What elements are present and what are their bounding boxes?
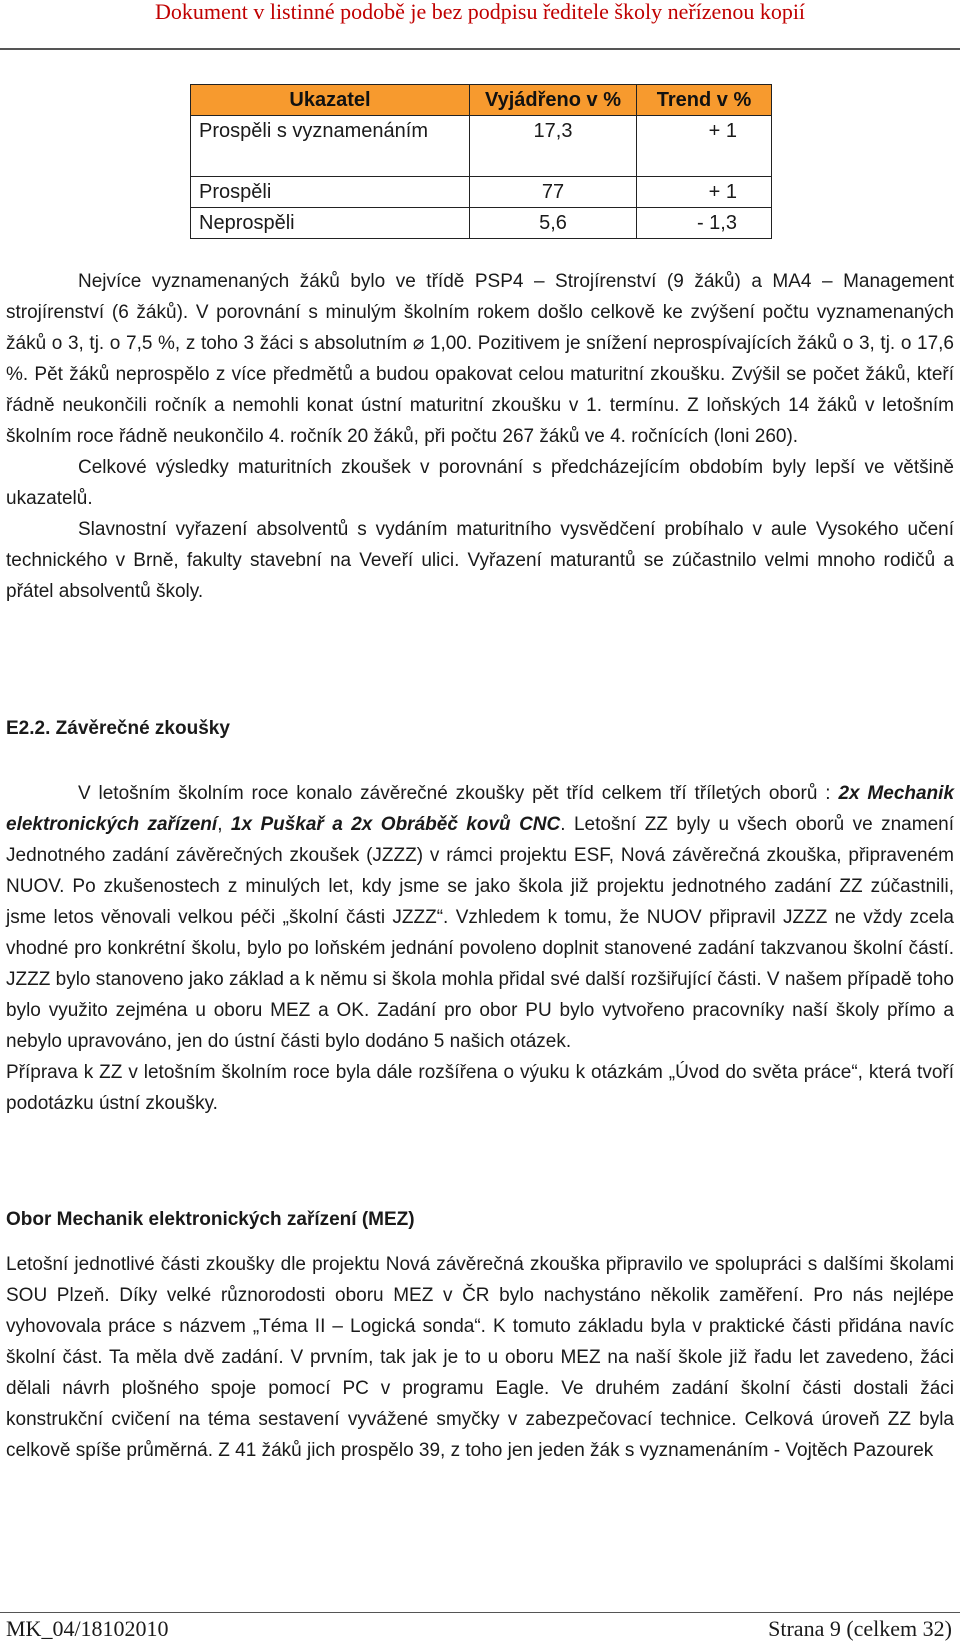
table-cell-trend: + 1 bbox=[637, 177, 772, 208]
emphasis-mez: 2x Mechanik elektronických zařízení bbox=[6, 783, 955, 835]
table-row bbox=[191, 208, 772, 239]
table-row bbox=[191, 116, 772, 177]
table-row bbox=[191, 177, 772, 208]
table-header-cell: Trend v % bbox=[637, 85, 772, 116]
header-divider bbox=[0, 48, 960, 50]
table-cell-value: 17,3 bbox=[470, 116, 637, 177]
separator: , bbox=[217, 814, 231, 835]
table-header-row bbox=[191, 85, 772, 116]
table-cell-value: 77 bbox=[470, 177, 637, 208]
footer-divider bbox=[0, 1612, 960, 1613]
emphasis-other-fields: 1x Puškař a 2x Obráběč kovů CNC bbox=[230, 814, 561, 835]
section-heading: Obor Mechanik elektronických zařízení (MEZ) bbox=[6, 1209, 415, 1230]
document-code: MK_04/18102010 bbox=[6, 1616, 169, 1641]
paragraph bbox=[6, 778, 954, 1057]
paragraph: Příprava k ZZ v letošním školním roce byla dále rozšířena o výuku k otázkám „Úvod do světa práce“, která tvoří podotázku ústní zkoušky. bbox=[6, 1062, 954, 1114]
paragraph-intro: V letošním školním roce konalo závěrečné zkoušky pět tříd celkem tří tříletých oborů : bbox=[78, 783, 831, 804]
table-cell-value: 5,6 bbox=[470, 208, 637, 239]
paragraph: Nejvíce vyznamenaných žáků bylo ve třídě PSP4 – Strojírenství (9 žáků) a MA4 – Management strojírenství (6 žáků). V porovnání s minulým školním rokem došlo celkově ke zvýšení počtu vyznamenaných žáků o 3, tj. o 7,5 %, z toho 3 žáci s absolutním ⌀ 1,00. Pozitivem je snížení neprospívajících žáků o 3, tj. o 17,6 %. Pět žáků neprospělo z více předmětů a budou opakovat celou maturitní zkoušku. Zvýšil se počet žáků, kteří řádně neukončili ročník a nemohli konat ústní maturitní zkoušku v 1. termínu. Z loňských 14 žáků v letošním školním roce řádně neukončilo 4. ročník 20 žáků, při počtu 267 žáků ve 4. ročnících (loni 260). bbox=[6, 271, 954, 447]
table-cell-label: Prospěli bbox=[191, 177, 470, 208]
row-label: Prospěli s vyznamenáním bbox=[199, 120, 428, 142]
document-header bbox=[0, 0, 960, 50]
section-heading: E2.2. Závěrečné zkoušky bbox=[6, 718, 230, 739]
page-number: Strana 9 (celkem 32) bbox=[768, 1616, 952, 1641]
table-header-cell: Vyjádřeno v % bbox=[470, 85, 637, 116]
table-header-cell: Ukazatel bbox=[191, 85, 470, 116]
table-cell-label: Neprospěli bbox=[191, 208, 470, 239]
header-notice: Dokument v listinné podobě je bez podpisu ředitele školy neřízenou kopií bbox=[154, 0, 806, 24]
final-exams-section bbox=[6, 778, 954, 1119]
results-table bbox=[190, 84, 772, 239]
table-cell-trend: - 1,3 bbox=[637, 208, 772, 239]
table-cell-label bbox=[191, 116, 470, 177]
paragraph-rest: . Letošní ZZ byly u všech oborů ve znamení Jednotného zadání závěrečných zkoušek (JZZZ) v rámci projektu ESF, Nová závěrečná zkouška, připraveném NUOV. Po zkušenostech z minulých let, kdy jsme se jako škola již projektu jednotného zadání ZZ zúčastnili, jsme letos věnovali velkou péči „školní části JZZZ“. Vzhledem k tomu, že NUOV připravil JZZZ ne vždy zcela vhodné pro konkrétní školu, bylo po loňském jednání povoleno doplnit stanovené zadání takzvanou školní částí. JZZZ bylo stanoveno jako základ a k němu si škola mohla přidal své další rozšiřující části. V našem případě toho bylo využito zejména u oboru MEZ a OK. Zadání pro obor PU bylo vytvořeno pracovníky naší školy přímo a nebylo upravováno, jen do ústní části bylo dodáno 5 našich otázek. bbox=[6, 814, 954, 1052]
paragraph: Letošní jednotlivé části zkoušky dle projektu Nová závěrečná zkouška připravilo ve spolupráci s dalšími školami SOU Plzeň. Díky velké různorodosti oboru MEZ v ČR bylo nachystáno několik zaměření. Pro nás nejlépe vyhovovala práce s názvem „Téma II – Logická sonda“. K tomuto základu byla v praktické části přidána navíc školní část. Ta měla dvě zadání. V prvním, tak jak je to u oboru MEZ na naší škole již řadu let zavedeno, žáci dělali návrh plošného spoje pomocí PC v programu Eagle. Ve druhém zadání školní části dostali žáci konstrukční cvičení na téma sestavení vyvážené smyčky v zabezpečovací technice. Celková úroveň ZZ byla celkově spíše průměrná. Z 41 žáků jich prospělo 39, z toho jen jeden žák s vyznamenáním - Vojtěch Pazourek bbox=[6, 1254, 954, 1461]
table-cell-trend: + 1 bbox=[637, 116, 772, 177]
mez-section bbox=[6, 1249, 954, 1466]
maturita-results-section bbox=[6, 266, 954, 607]
paragraph: Slavnostní vyřazení absolventů s vydáním maturitního vysvědčení probíhalo v aule Vysokého učení technického v Brně, fakulty stavební na Veveří ulici. Vyřazení maturantů se zúčastnilo velmi mnoho rodičů a přátel absolventů školy. bbox=[6, 519, 954, 602]
paragraph: Celkové výsledky maturitních zkoušek v porovnání s předcházejícím obdobím byly lepší ve většině ukazatelů. bbox=[6, 457, 954, 509]
